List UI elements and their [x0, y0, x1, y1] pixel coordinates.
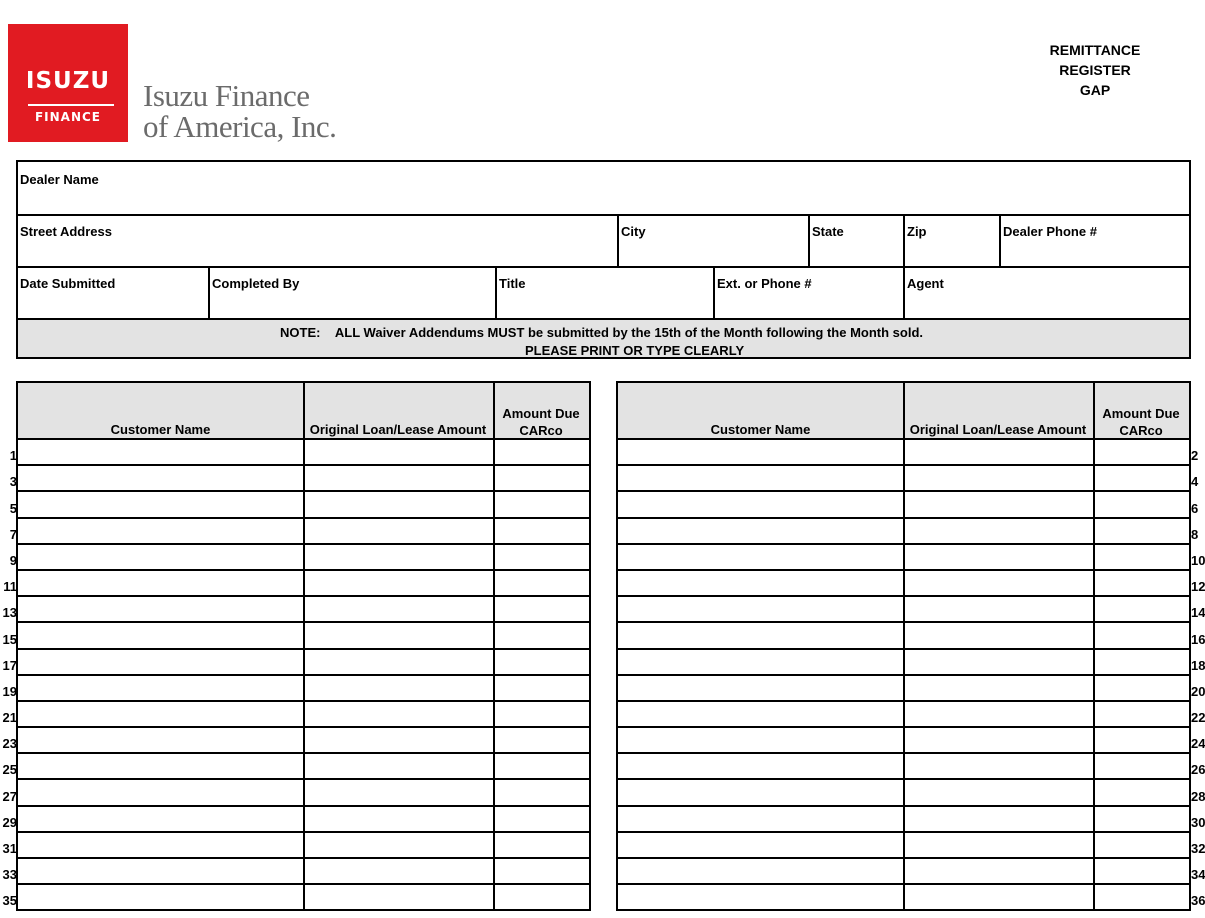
dealer-phone-field[interactable] — [999, 214, 1189, 266]
amount-due-cell[interactable] — [493, 650, 591, 674]
table-row — [2, 650, 591, 676]
agent-label: Agent — [907, 276, 944, 291]
company-name-line2: of America, Inc. — [143, 109, 337, 144]
loan-amount-cell[interactable] — [903, 859, 1095, 883]
ext-phone-field[interactable] — [713, 266, 905, 318]
table-row — [618, 807, 1205, 833]
customer-name-cell[interactable] — [618, 440, 905, 464]
amount-due-cell[interactable] — [493, 754, 591, 778]
loan-amount-cell[interactable] — [903, 623, 1095, 647]
note-prefix: NOTE: — [280, 325, 321, 340]
document-title-line1: REMITTANCE — [1049, 42, 1141, 58]
amount-due-cell[interactable] — [493, 440, 591, 464]
amount-due-cell[interactable] — [493, 545, 591, 569]
date-submitted-field[interactable] — [18, 266, 209, 318]
address-row — [18, 214, 1189, 268]
customer-name-cell[interactable] — [18, 623, 305, 647]
dealer-phone-label: Dealer Phone # — [1003, 224, 1097, 239]
amount-due-cell[interactable] — [493, 466, 591, 490]
row-number: 13 — [2, 605, 17, 621]
dealer-name-row — [18, 162, 1189, 216]
row-number: 15 — [2, 631, 17, 647]
ext-phone-label: Ext. or Phone # — [717, 276, 812, 291]
amount-due-cell[interactable] — [493, 492, 591, 516]
customer-name-cell[interactable] — [618, 519, 905, 543]
amount-due-cell[interactable] — [493, 728, 591, 752]
customer-name-cell[interactable] — [18, 807, 305, 831]
row-number: 27 — [2, 788, 17, 804]
amount-due-cell[interactable] — [1093, 466, 1191, 490]
loan-amount-cell[interactable] — [903, 597, 1095, 621]
row-number: 23 — [2, 736, 17, 752]
street-address-field[interactable] — [18, 214, 618, 266]
table-row — [618, 492, 1199, 518]
amount-due-cell[interactable] — [493, 807, 591, 831]
note-text: ALL Waiver Addendums MUST be submitted by the 15th of the Month following the Month sold. — [334, 325, 924, 340]
table-row — [9, 545, 591, 571]
customer-name-cell[interactable] — [18, 440, 305, 464]
submission-note — [18, 320, 1189, 357]
row-number: 9 — [9, 552, 17, 568]
table-row — [618, 650, 1205, 676]
loan-amount-cell[interactable] — [903, 728, 1095, 752]
dealer-name-label: Dealer Name — [20, 172, 99, 187]
table-row — [618, 623, 1205, 649]
amount-due-cell[interactable] — [493, 885, 591, 909]
state-field[interactable] — [808, 214, 905, 266]
customer-name-cell[interactable] — [18, 597, 305, 621]
amount-due-cell[interactable] — [1093, 571, 1191, 595]
customer-name-cell[interactable] — [18, 780, 305, 804]
row-number: 7 — [9, 526, 17, 542]
row-number: 26 — [1191, 762, 1205, 778]
loan-amount-header — [903, 383, 1095, 438]
remittance-table-right — [616, 381, 1205, 911]
table-row — [618, 466, 1199, 492]
table-row — [2, 807, 591, 833]
row-number: 17 — [2, 657, 17, 673]
customer-name-cell[interactable] — [618, 623, 905, 647]
loan-amount-cell[interactable] — [303, 676, 495, 700]
loan-amount-cell[interactable] — [903, 466, 1095, 490]
amount-due-cell[interactable] — [1093, 833, 1191, 857]
row-number: 10 — [1191, 552, 1205, 568]
amount-due-header-label — [493, 405, 589, 439]
loan-amount-cell[interactable] — [903, 780, 1095, 804]
amount-due-cell[interactable] — [1093, 597, 1191, 621]
amount-due-cell[interactable] — [493, 702, 591, 726]
completed-by-label: Completed By — [212, 276, 300, 291]
company-name — [143, 80, 336, 142]
loan-amount-header-label: Original Loan/Lease Amount — [909, 422, 1087, 437]
loan-amount-cell[interactable] — [903, 702, 1095, 726]
row-number: 1 — [9, 448, 17, 464]
row-number: 4 — [1191, 474, 1199, 490]
amount-due-cell[interactable] — [493, 519, 591, 543]
state-label: State — [812, 224, 844, 239]
loan-amount-cell[interactable] — [903, 519, 1095, 543]
document-title — [1010, 40, 1180, 100]
loan-amount-cell[interactable] — [903, 676, 1095, 700]
loan-amount-cell[interactable] — [903, 571, 1095, 595]
customer-name-cell[interactable] — [618, 676, 905, 700]
customer-name-cell[interactable] — [18, 885, 305, 909]
loan-amount-cell[interactable] — [303, 859, 495, 883]
table-row — [3, 571, 591, 597]
row-number: 25 — [2, 762, 17, 778]
amount-due-cell[interactable] — [1093, 519, 1191, 543]
amount-due-header — [1093, 383, 1191, 438]
amount-due-header-label — [1093, 405, 1189, 439]
note-line2: PLEASE PRINT OR TYPE CLEARLY — [525, 343, 745, 358]
row-number: 5 — [9, 500, 17, 516]
customer-name-cell[interactable] — [618, 859, 905, 883]
zip-field[interactable] — [903, 214, 1001, 266]
amount-due-cell[interactable] — [493, 676, 591, 700]
customer-name-cell[interactable] — [18, 466, 305, 490]
title-label: Title — [499, 276, 526, 291]
dealer-info-form — [16, 160, 1191, 359]
table-row — [2, 885, 591, 911]
customer-name-cell[interactable] — [618, 492, 905, 516]
table-row — [618, 833, 1205, 859]
table-row — [9, 440, 591, 466]
zip-label: Zip — [907, 224, 927, 239]
customer-name-cell[interactable] — [618, 466, 905, 490]
table-row — [618, 571, 1205, 597]
amount-due-cell[interactable] — [1093, 728, 1191, 752]
loan-amount-cell[interactable] — [303, 466, 495, 490]
table-row — [618, 440, 1199, 466]
row-number: 16 — [1191, 631, 1205, 647]
street-address-label: Street Address — [20, 224, 112, 239]
row-number: 6 — [1191, 500, 1199, 516]
remittance-table-left — [2, 381, 591, 911]
loan-amount-cell[interactable] — [903, 545, 1095, 569]
loan-amount-cell[interactable] — [903, 754, 1095, 778]
amount-due-cell[interactable] — [1093, 702, 1191, 726]
row-number: 36 — [1191, 893, 1205, 909]
amount-due-cell[interactable] — [493, 623, 591, 647]
amount-due-cell[interactable] — [1093, 440, 1191, 464]
customer-name-cell[interactable] — [618, 807, 905, 831]
loan-amount-cell[interactable] — [303, 833, 495, 857]
loan-amount-cell[interactable] — [303, 597, 495, 621]
row-number: 22 — [1191, 710, 1205, 726]
amount-due-header — [493, 383, 591, 438]
table-row — [618, 597, 1205, 623]
loan-amount-cell[interactable] — [303, 807, 495, 831]
amount-due-header-line2: CARco — [519, 423, 563, 438]
customer-name-cell[interactable] — [18, 676, 305, 700]
amount-due-cell[interactable] — [1093, 885, 1191, 909]
amount-due-cell[interactable] — [493, 780, 591, 804]
amount-due-cell[interactable] — [1093, 754, 1191, 778]
amount-due-cell[interactable] — [1093, 859, 1191, 883]
row-number: 18 — [1191, 657, 1205, 673]
amount-due-cell[interactable] — [1093, 545, 1191, 569]
loan-amount-cell[interactable] — [903, 440, 1095, 464]
row-number: 11 — [3, 579, 17, 595]
row-number: 19 — [2, 683, 17, 699]
city-label: City — [621, 224, 646, 239]
customer-name-cell[interactable] — [618, 650, 905, 674]
table-row — [618, 780, 1205, 806]
amount-due-cell[interactable] — [1093, 492, 1191, 516]
dealer-name-field[interactable] — [18, 162, 1189, 214]
title-field[interactable] — [495, 266, 714, 318]
row-number: 20 — [1191, 683, 1205, 699]
customer-name-cell[interactable] — [618, 545, 905, 569]
customer-name-cell[interactable] — [18, 492, 305, 516]
document-title-line3: GAP — [1079, 82, 1111, 98]
logo-wordmark: ISUZU — [25, 68, 111, 94]
customer-name-header-label: Customer Name — [110, 422, 211, 437]
amount-due-cell[interactable] — [493, 597, 591, 621]
city-field[interactable] — [617, 214, 810, 266]
customer-name-cell[interactable] — [18, 702, 305, 726]
loan-amount-header — [303, 383, 495, 438]
customer-name-cell[interactable] — [18, 650, 305, 674]
row-number: 34 — [1191, 867, 1205, 883]
amount-due-cell[interactable] — [493, 833, 591, 857]
customer-name-cell[interactable] — [618, 597, 905, 621]
table-row — [2, 623, 591, 649]
row-number: 3 — [9, 474, 17, 490]
customer-name-cell[interactable] — [618, 702, 905, 726]
row-number: 33 — [2, 867, 17, 883]
row-number: 30 — [1191, 814, 1205, 830]
customer-name-cell[interactable] — [18, 519, 305, 543]
document-title-line2: REGISTER — [1059, 62, 1131, 78]
table-row — [2, 702, 591, 728]
customer-name-cell[interactable] — [18, 833, 305, 857]
table-row — [618, 885, 1205, 911]
amount-due-cell[interactable] — [493, 571, 591, 595]
table-row — [9, 466, 591, 492]
customer-name-cell[interactable] — [18, 728, 305, 752]
row-number: 29 — [2, 814, 17, 830]
loan-amount-cell[interactable] — [303, 754, 495, 778]
row-number: 32 — [1191, 841, 1205, 856]
table-row — [618, 545, 1205, 571]
submission-row — [18, 266, 1189, 320]
table-row — [2, 597, 591, 623]
completed-by-field[interactable] — [208, 266, 496, 318]
table-row — [2, 754, 591, 780]
table-row — [9, 492, 591, 518]
table-body — [2, 440, 591, 911]
table-row — [618, 728, 1205, 754]
customer-name-cell[interactable] — [18, 754, 305, 778]
agent-field[interactable] — [903, 266, 1189, 318]
loan-amount-cell[interactable] — [903, 807, 1095, 831]
row-number: 8 — [1191, 526, 1199, 542]
date-submitted-label: Date Submitted — [20, 276, 116, 291]
amount-due-header-line1: Amount Due — [502, 406, 580, 421]
row-number: 31 — [2, 841, 17, 856]
row-number: 24 — [1191, 736, 1205, 752]
amount-due-cell[interactable] — [493, 859, 591, 883]
company-name-line1: Isuzu Finance — [143, 78, 310, 113]
amount-due-cell[interactable] — [1093, 623, 1191, 647]
table-row — [618, 702, 1205, 728]
customer-name-header — [618, 383, 905, 438]
table-row — [618, 676, 1205, 702]
loan-amount-cell[interactable] — [303, 780, 495, 804]
customer-name-cell[interactable] — [18, 571, 305, 595]
logo-subword: FINANCE — [34, 110, 102, 124]
table-row — [618, 519, 1199, 545]
customer-name-cell[interactable] — [618, 833, 905, 857]
row-number: 35 — [2, 893, 17, 909]
table-header — [18, 383, 591, 440]
loan-amount-cell[interactable] — [303, 650, 495, 674]
isuzu-finance-logo — [8, 24, 128, 142]
amount-due-cell[interactable] — [1093, 780, 1191, 804]
customer-name-cell[interactable] — [618, 885, 905, 909]
table-body — [618, 440, 1205, 911]
loan-amount-cell[interactable] — [303, 702, 495, 726]
loan-amount-cell[interactable] — [303, 545, 495, 569]
loan-amount-cell[interactable] — [303, 728, 495, 752]
customer-name-header — [18, 383, 305, 438]
loan-amount-header-label: Original Loan/Lease Amount — [309, 422, 487, 437]
loan-amount-cell[interactable] — [903, 833, 1095, 857]
loan-amount-cell[interactable] — [303, 492, 495, 516]
loan-amount-cell[interactable] — [903, 650, 1095, 674]
customer-name-cell[interactable] — [618, 754, 905, 778]
table-row — [2, 833, 591, 859]
table-row — [2, 728, 591, 754]
row-number: 28 — [1191, 788, 1205, 804]
table-row — [2, 676, 591, 702]
customer-name-cell[interactable] — [618, 571, 905, 595]
table-row — [618, 859, 1205, 885]
loan-amount-cell[interactable] — [303, 571, 495, 595]
loan-amount-cell[interactable] — [303, 623, 495, 647]
customer-name-cell[interactable] — [618, 728, 905, 752]
customer-name-cell[interactable] — [18, 859, 305, 883]
table-row — [9, 519, 591, 545]
amount-due-cell[interactable] — [1093, 650, 1191, 674]
table-row — [2, 780, 591, 806]
table-header — [618, 383, 1191, 440]
loan-amount-cell[interactable] — [903, 492, 1095, 516]
amount-due-header-line1: Amount Due — [1102, 406, 1180, 421]
customer-name-cell[interactable] — [18, 545, 305, 569]
amount-due-cell[interactable] — [1093, 807, 1191, 831]
loan-amount-cell[interactable] — [303, 519, 495, 543]
row-number: 21 — [2, 710, 17, 726]
customer-name-cell[interactable] — [618, 780, 905, 804]
customer-name-header-label: Customer Name — [710, 422, 811, 437]
amount-due-header-line2: CARco — [1119, 423, 1163, 438]
loan-amount-cell[interactable] — [303, 885, 495, 909]
table-row — [618, 754, 1205, 780]
row-number: 14 — [1191, 605, 1205, 621]
loan-amount-cell[interactable] — [903, 885, 1095, 909]
loan-amount-cell[interactable] — [303, 440, 495, 464]
logo-divider — [28, 104, 114, 106]
table-row — [2, 859, 591, 885]
row-number: 2 — [1191, 448, 1199, 464]
row-number: 12 — [1191, 579, 1205, 595]
amount-due-cell[interactable] — [1093, 676, 1191, 700]
note-line1 — [280, 325, 923, 340]
